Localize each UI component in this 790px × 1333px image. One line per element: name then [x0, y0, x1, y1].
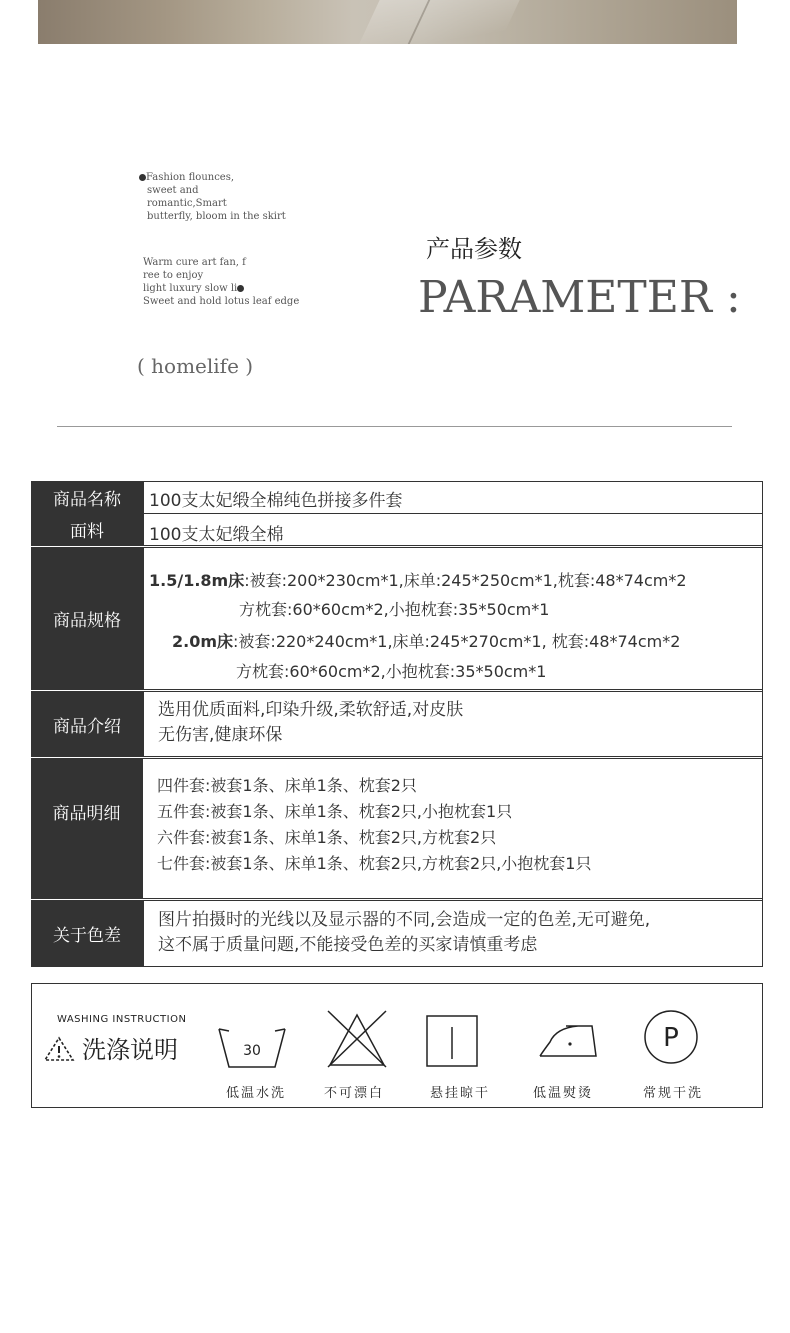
- section-title-cn: 产品参数: [426, 235, 522, 263]
- decor-line: romantic,Smart: [147, 198, 227, 209]
- washing-subtitle: WASHING INSTRUCTION: [57, 1014, 187, 1025]
- spec-value: 100支太妃缎全棉纯色拼接多件套: [149, 491, 403, 511]
- decor-text-block-1: [139, 171, 286, 223]
- size-text: :被套:220*240cm*1,床单:245*270cm*1, 枕套:48*74cm*2: [233, 632, 681, 651]
- spec-label: 商品明细: [31, 759, 143, 898]
- low-iron-icon: [538, 1020, 598, 1060]
- color-line: 图片拍摄时的光线以及显示器的不同,会造成一定的色差,无可避免,: [158, 910, 651, 930]
- dry-clean-caption: 常规干洗: [643, 1086, 704, 1101]
- size-bed-label: 2.0m床: [172, 632, 234, 651]
- decor-line: butterfly, bloom in the skirt: [147, 211, 286, 222]
- low-iron-caption: 低温熨烫: [533, 1086, 594, 1101]
- bullet-dot-icon: [139, 174, 146, 181]
- homelife-tagline: ( homelife ): [137, 354, 254, 378]
- spec-value: [144, 901, 762, 966]
- section-title-en: PARAMETER :: [418, 272, 741, 323]
- spec-row-fabric: [31, 514, 762, 546]
- washing-title: 洗涤说明: [82, 1036, 178, 1064]
- spec-value: [144, 548, 762, 689]
- no-bleach-icon: [326, 1009, 388, 1069]
- hang-dry-caption: 悬挂晾干: [430, 1086, 491, 1101]
- spec-label: 关于色差: [31, 901, 144, 966]
- spec-label: 商品名称: [31, 482, 144, 513]
- spec-row-intro: [31, 691, 762, 757]
- spec-row-name: [31, 482, 762, 514]
- intro-line: 无伤害,健康环保: [158, 725, 283, 745]
- decor-line: ree to enjoy: [143, 270, 204, 281]
- size-text: :被套:200*230cm*1,床单:245*250cm*1,枕套:48*74cm*2: [244, 571, 687, 590]
- bullet-dot-icon: [237, 285, 244, 292]
- spec-table: [31, 481, 763, 967]
- svg-text:30: 30: [243, 1043, 261, 1059]
- size-bed-label: 1.5/1.8m床: [149, 571, 245, 590]
- washing-instructions: [31, 983, 763, 1108]
- spec-value: [144, 692, 762, 756]
- warning-icon: [43, 1036, 75, 1062]
- detail-line: 五件套:被套1条、床单1条、枕套2只,小抱枕套1只: [157, 802, 513, 821]
- dry-clean-icon: [643, 1009, 699, 1065]
- spec-value: [143, 759, 762, 898]
- decor-line: light luxury slow li: [143, 283, 238, 294]
- spec-row-detail: [31, 758, 762, 899]
- detail-line: 七件套:被套1条、床单1条、枕套2只,方枕套2只,小抱枕套1只: [157, 854, 592, 873]
- detail-line: 六件套:被套1条、床单1条、枕套2只,方枕套2只: [157, 828, 497, 847]
- spec-label: 面料: [31, 514, 144, 545]
- spec-label: 商品规格: [31, 548, 144, 689]
- spec-value: 100支太妃缎全棉: [149, 525, 284, 545]
- decor-text-block-2: [143, 256, 299, 308]
- wash-caption: 低温水洗: [226, 1086, 287, 1101]
- decor-line: Warm cure art fan, f: [143, 257, 246, 268]
- size-line-3: [172, 629, 680, 652]
- intro-line: 选用优质面料,印染升级,柔软舒适,对皮肤: [158, 700, 464, 720]
- wash-30-icon: [217, 1025, 287, 1071]
- svg-text:P: P: [663, 1023, 679, 1053]
- decor-line: sweet and: [147, 185, 199, 196]
- color-line: 这不属于质量问题,不能接受色差的买家请慎重考虑: [158, 935, 538, 955]
- size-line-4: 方枕套:60*60cm*2,小抱枕套:35*50cm*1: [236, 662, 547, 681]
- spec-row-size: [31, 547, 762, 690]
- size-line-2: 方枕套:60*60cm*2,小抱枕套:35*50cm*1: [239, 600, 550, 619]
- spec-row-color: [31, 900, 762, 967]
- decor-line: Sweet and hold lotus leaf edge: [143, 296, 300, 307]
- divider-line: [57, 426, 732, 427]
- hang-dry-icon: [426, 1015, 478, 1067]
- spec-label: 商品介绍: [31, 692, 144, 756]
- decor-line: Fashion flounces,: [146, 172, 235, 183]
- size-line-1: [149, 568, 687, 591]
- detail-line: 四件套:被套1条、床单1条、枕套2只: [157, 776, 417, 795]
- product-photo-strip: [38, 0, 737, 44]
- no-bleach-caption: 不可漂白: [324, 1086, 385, 1101]
